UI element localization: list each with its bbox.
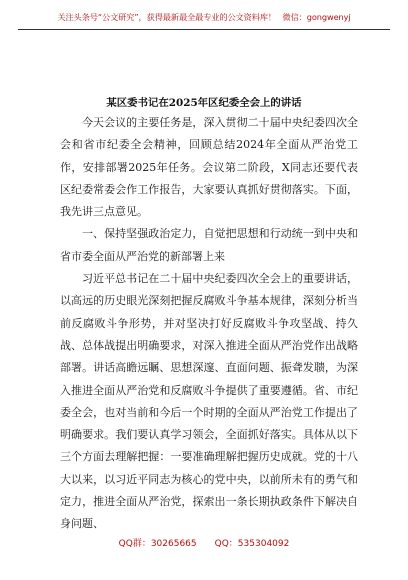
section-heading-1: 一、保持坚强政治定力，自觉把思想和行动统一到中央和省市委全面从严治党的新部署上来	[60, 227, 358, 263]
promo-wechat-text: 微信：gongwenyj	[282, 12, 351, 22]
promo-header	[0, 12, 408, 23]
paragraph-intro: 今天会议的主要任务是，深入贯彻二十届中央纪委四次全会和省市纪委全会精神，回顾总结2024年全面从严治党工作，安排部署2025年任务。会议第二阶段，X同志还要代表区纪委常委会作工作报告，大家要认真抓好贯彻落实。下面，我先讲三点意见。	[60, 116, 358, 219]
promo-follow-text: 关注头条号“公文研究”，获得最新最全最专业的公文资料库！	[57, 12, 277, 22]
qq-number-text: QQ：535304092	[214, 539, 290, 549]
paragraph-section-1: 习近平总书记在二十届中央纪委四次全会上的重要讲话，以高远的历史眼光深刻把握反腐败斗争基本规律，深刻分析当前反腐败斗争形势，并对坚决打好反腐败斗争攻坚战、持久战、总体战提出明确要求，对深入推进全面从严治党作出战略部署。讲话高瞻远瞩、思想深邃、直面问题、振聋发聩，为深入推进全面从严治党和反腐败斗争提供了重要遵循。省、市纪委全会，也对当前和今后一个时期的全面从严治党工作提出了明确要求。我们要认真学习领会，全面抓好落实。具体从以下三个方面去理解把握：一要准确理解把握历史成就。党的十八大以来，以习近平同志为核心的党中央，以前所未有的勇气和定力，推进全面从严治党，探索出一条长期执政条件下解决自身问题、	[60, 272, 358, 531]
document-title: 某区委书记在2025年区纪委全会上的讲话	[106, 97, 302, 109]
contact-footer	[0, 536, 408, 549]
document-body	[60, 112, 358, 536]
qq-group-text: QQ群：30265665	[118, 539, 197, 549]
header-divider	[18, 29, 390, 30]
